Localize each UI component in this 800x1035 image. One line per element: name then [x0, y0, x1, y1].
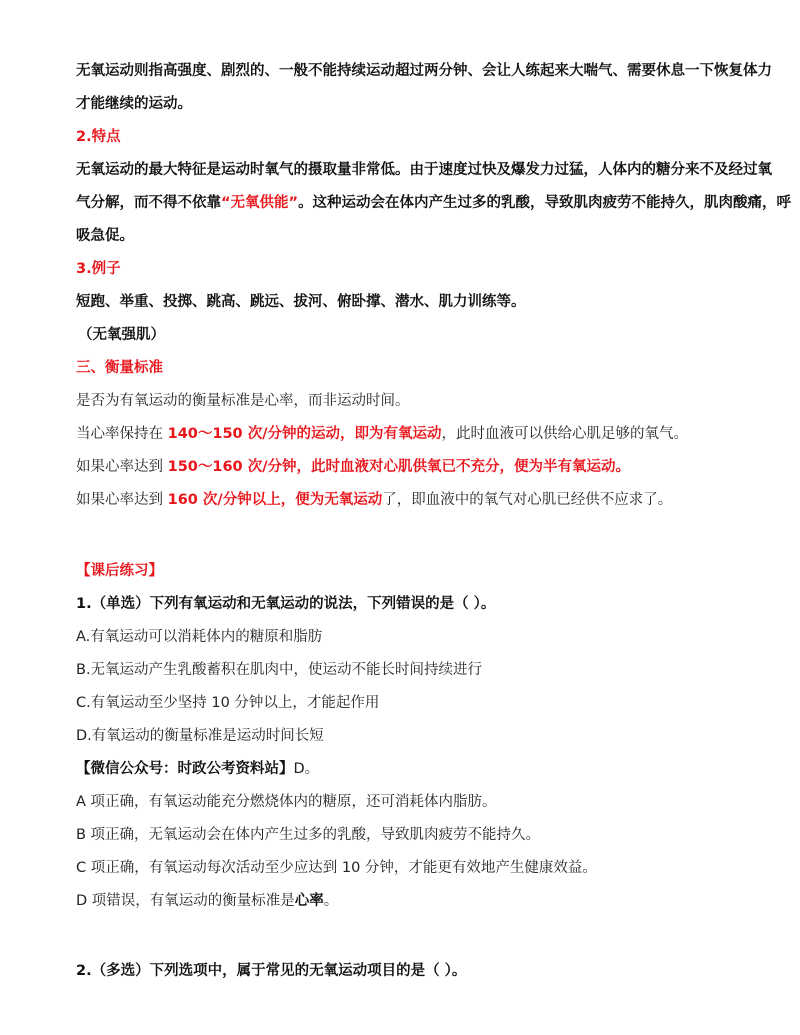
- explanation-a: A 项正确，有氧运动能充分燃烧体内的糖原，还可消耗体内脂肪。: [76, 794, 497, 810]
- q1-option-a: A.有氧运动可以消耗体内的糖原和脂肪: [76, 629, 323, 645]
- intro-line-1: 无氧运动则指高强度、剧烈的、一般不能持续运动超过两分钟、会让人练起来大喘气、需要休息一下恢复体力: [76, 63, 772, 79]
- q1-option-d: D.有氧运动的衡量标准是运动时间长短: [76, 728, 324, 744]
- question-1: 1.（单选）下列有氧运动和无氧运动的说法，下列错误的是（ ）。: [76, 596, 496, 612]
- q1-answer: [76, 759, 319, 779]
- anaerobic-range-highlight: 160 次/分钟以上，便为无氧运动: [167, 492, 383, 508]
- exercise-heading: 【课后练习】: [76, 563, 163, 579]
- standard-line-3b: 。: [615, 459, 630, 475]
- explanation-d: [76, 891, 338, 911]
- standard-line-4b: 了，即血液中的氧气对心肌已经供不应求了。: [382, 492, 673, 508]
- examples-text: 短跑、举重、投掷、跳高、跳远、拔河、俯卧撑、潜水、肌力训练等。: [76, 294, 526, 310]
- intro-line-2: 才能继续的运动。: [76, 96, 192, 112]
- standard-line-3: [76, 457, 630, 477]
- standard-line-4a: 如果心率达到: [76, 492, 168, 508]
- standard-line-3a: 如果心率达到: [76, 459, 168, 475]
- features-line-3: 吸急促。: [76, 228, 134, 244]
- aerobic-range-highlight: 140～150 次/分钟的运动，即为有氧运动: [167, 426, 442, 442]
- standard-line-2b: ，此时血液可以供给心肌足够的氧气。: [441, 426, 688, 442]
- q1-option-b: B.无氧运动产生乳酸蓄积在肌肉中，使运动不能长时间持续进行: [76, 662, 483, 678]
- features-line-2b: 。这种运动会在体内产生过多的乳酸，导致肌肉疲劳不能持久，肌肉酸痛，呼: [298, 195, 792, 211]
- explanation-d-keyword: 心率: [294, 893, 324, 909]
- question-2: 2.（多选）下列选项中，属于常见的无氧运动项目的是（ ）。: [76, 963, 467, 979]
- answer-value: D。: [293, 761, 320, 777]
- examples-note: （无氧强肌）: [78, 327, 165, 343]
- explanation-b: B 项正确，无氧运动会在体内产生过多的乳酸，导致肌肉疲劳不能持久。: [76, 827, 541, 843]
- explanation-d-a: D 项错误，有氧运动的衡量标准是: [76, 893, 295, 909]
- standard-line-4: [76, 490, 672, 510]
- features-line-2a: 气分解，而不得不依靠: [76, 195, 221, 211]
- answer-label: 【微信公众号：时政公考资料站】: [76, 761, 294, 777]
- standard-line-1: 是否为有氧运动的衡量标准是心率，而非运动时间。: [76, 393, 410, 409]
- q1-option-c: C.有氧运动至少坚持 10 分钟以上，才能起作用: [76, 695, 380, 711]
- standard-heading: 三、衡量标准: [76, 360, 163, 376]
- features-line-2: [76, 193, 791, 213]
- standard-line-2: [76, 424, 688, 444]
- examples-heading: 3.例子: [76, 261, 121, 277]
- features-heading: 2.特点: [76, 129, 121, 145]
- features-line-1: 无氧运动的最大特征是运动时氧气的摄取量非常低。由于速度过快及爆发力过猛，人体内的糖分来不及经过氧: [76, 162, 772, 178]
- anaerobic-energy-highlight: “无氧供能”: [221, 195, 299, 211]
- semi-aerobic-range-highlight: 150～160 次/分钟，此时血液对心肌供氧已不充分，便为半有氧运动: [167, 459, 616, 475]
- explanation-c: C 项正确，有氧运动每次活动至少应达到 10 分钟，才能更有效地产生健康效益。: [76, 860, 597, 876]
- standard-line-2a: 当心率保持在: [76, 426, 168, 442]
- explanation-d-b: 。: [323, 893, 339, 909]
